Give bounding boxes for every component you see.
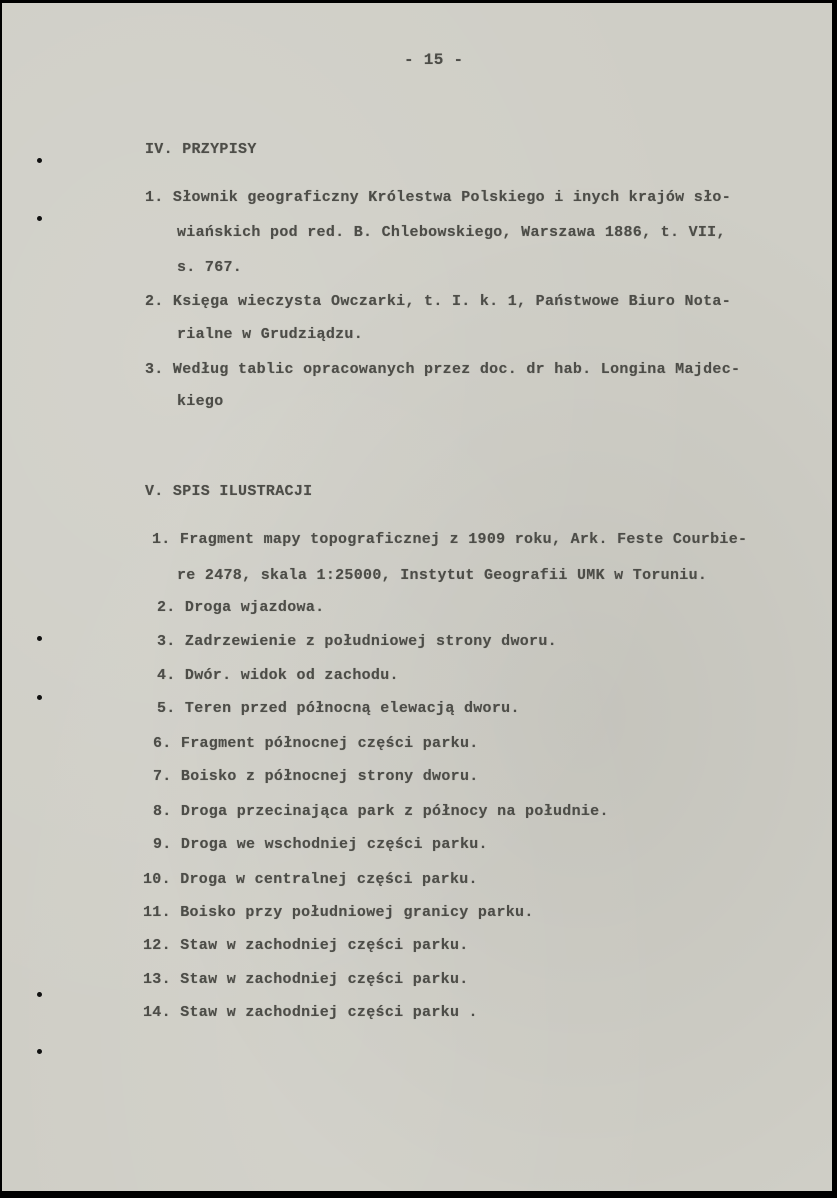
illustration-6: 6. Fragment północnej części parku. — [153, 735, 479, 752]
page-number: - 15 - — [404, 51, 464, 69]
illustration-9: 9. Droga we wschodniej części parku. — [153, 836, 488, 853]
illustration-1-line-1: 1. Fragment mapy topograficznej z 1909 roku, Ark. Feste Courbie- — [152, 531, 748, 548]
illustration-2: 2. Droga wjazdowa. — [157, 599, 325, 616]
punch-hole-mark — [37, 636, 42, 641]
footnote-1-line-1: 1. Słownik geograficzny Królestwa Polskiego i inych krajów sło- — [145, 189, 731, 206]
illustration-1-line-2: re 2478, skala 1:25000, Instytut Geografii UMK w Toruniu. — [177, 567, 708, 584]
footnote-2-line-2: rialne w Grudziądzu. — [177, 326, 364, 343]
punch-hole-mark — [37, 695, 42, 700]
section-heading-illustrations: V. SPIS ILUSTRACJI — [145, 483, 313, 500]
punch-hole-mark — [37, 992, 42, 997]
illustration-10: 10. Droga w centralnej części parku. — [143, 871, 478, 888]
document-page — [2, 3, 832, 1191]
footnote-3-line-1: 3. Według tablic opracowanych przez doc. dr hab. Longina Majdec- — [145, 361, 741, 378]
punch-hole-mark — [37, 216, 42, 221]
footnote-2-line-1: 2. Księga wieczysta Owczarki, t. I. k. 1, Państwowe Biuro Nota- — [145, 293, 731, 310]
illustration-13: 13. Staw w zachodniej części parku. — [143, 971, 469, 988]
illustration-3: 3. Zadrzewienie z południowej strony dworu. — [157, 633, 557, 650]
illustration-11: 11. Boisko przy południowej granicy parku. — [143, 904, 534, 921]
punch-hole-mark — [37, 158, 42, 163]
section-heading-footnotes: IV. PRZYPISY — [145, 141, 257, 158]
footnote-1-line-2: wiańskich pod red. B. Chlebowskiego, Warszawa 1886, t. VII, — [177, 224, 726, 241]
footnote-1-line-3: s. 767. — [177, 259, 243, 276]
illustration-5: 5. Teren przed północną elewacją dworu. — [157, 700, 520, 717]
punch-hole-mark — [37, 1049, 42, 1054]
illustration-8: 8. Droga przecinająca park z północy na południe. — [153, 803, 609, 820]
illustration-7: 7. Boisko z północnej strony dworu. — [153, 768, 479, 785]
footnote-3-line-2: kiego — [177, 393, 224, 410]
illustration-14: 14. Staw w zachodniej części parku . — [143, 1004, 478, 1021]
illustration-12: 12. Staw w zachodniej części parku. — [143, 937, 469, 954]
illustration-4: 4. Dwór. widok od zachodu. — [157, 667, 399, 684]
